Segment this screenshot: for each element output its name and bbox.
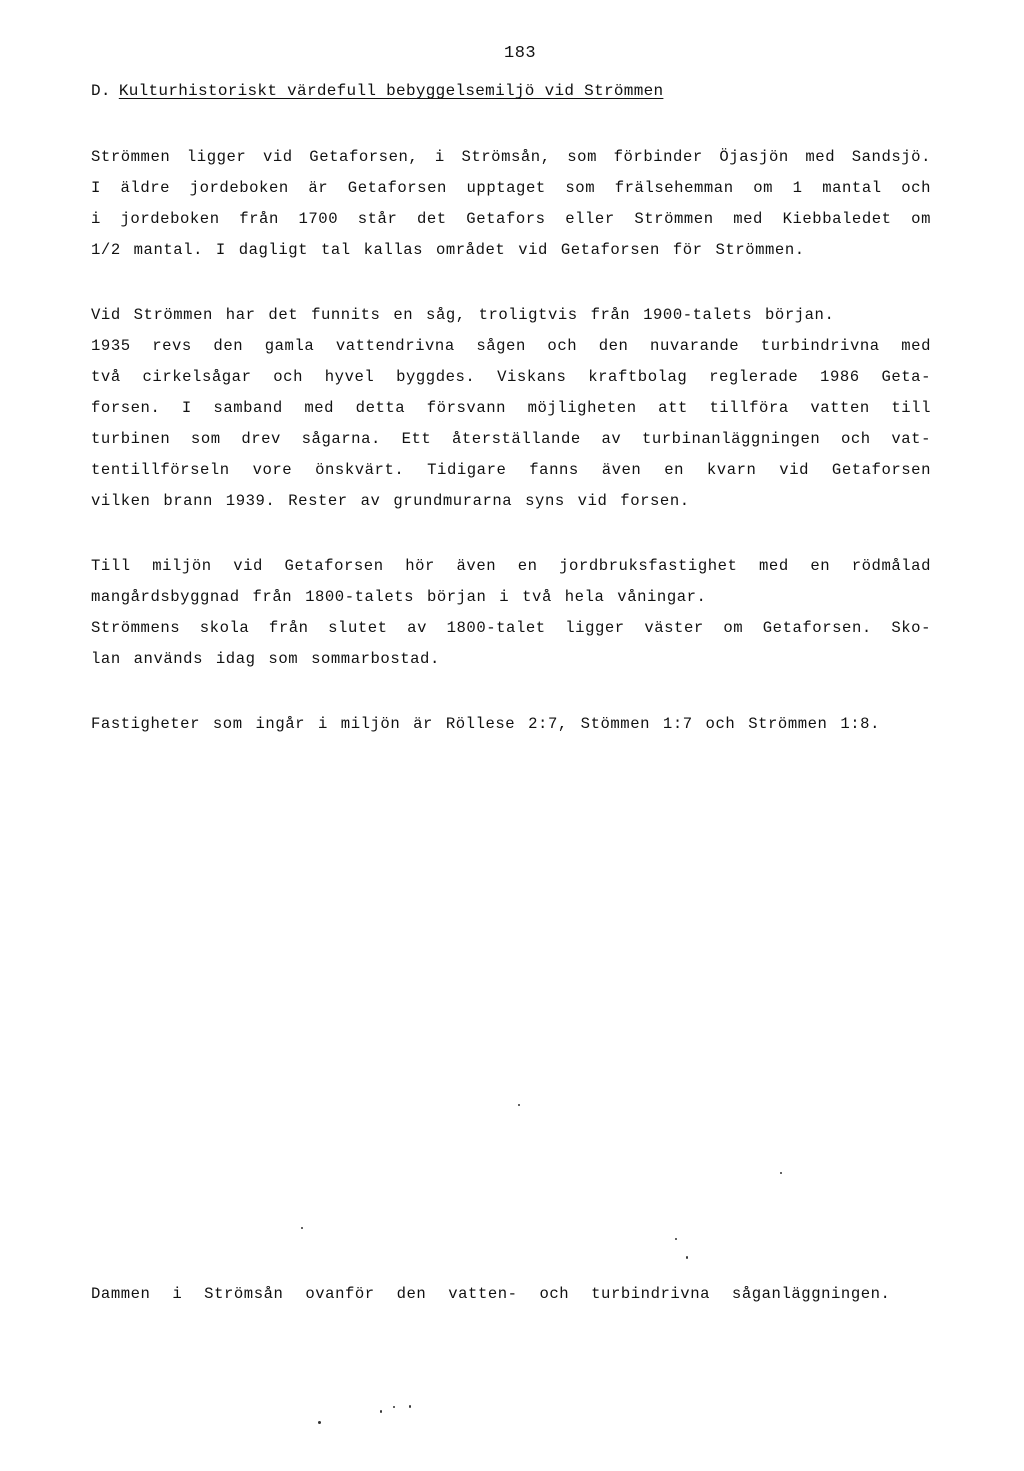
page-number: 183 [504, 44, 537, 63]
scan-speck [301, 1227, 303, 1229]
scan-speck [518, 1104, 520, 1106]
paragraph-history [91, 142, 931, 266]
paragraph-line: tentillförseln vore önskvärt. Tidigare fanns även en kvarn vid Getaforsen [91, 461, 931, 479]
paragraph-line: forsen. I samband med detta försvann möjligheten att tillföra vatten till [91, 399, 931, 417]
scan-speck [780, 1172, 782, 1174]
paragraph-line: i jordeboken från 1700 står det Getafors eller Strömmen med Kiebbaledet om [91, 210, 931, 228]
paragraph-line: två cirkelsågar och hyvel byggdes. Viskans kraftbolag reglerade 1986 Geta- [91, 368, 931, 386]
paragraph-sawmill [91, 300, 931, 517]
section-title: Kulturhistoriskt värdefull bebyggelsemiljö vid Strömmen [118, 82, 664, 100]
paragraph-line: Fastigheter som ingår i miljön är Röllese 2:7, Stömmen 1:7 och Strömmen 1:8. [91, 715, 880, 733]
paragraph-line: Till miljön vid Getaforsen hör även en jordbruksfastighet med en rödmålad [91, 557, 931, 575]
scan-speck [393, 1406, 395, 1408]
scan-speck [380, 1410, 382, 1413]
paragraph-line: Strömmens skola från slutet av 1800-talet ligger väster om Getaforsen. Sko- [91, 619, 931, 637]
section-letter: D. [91, 82, 111, 100]
scan-speck [409, 1405, 411, 1408]
paragraph-line: lan används idag som sommarbostad. [91, 650, 440, 668]
paragraph-line: turbinen som drev sågarna. Ett återställande av turbinanläggningen och vat- [91, 430, 931, 448]
paragraph-line: mangårdsbyggnad från 1800-talets början i två hela våningar. [91, 588, 707, 606]
scan-speck [686, 1256, 688, 1259]
paragraph-line: 1935 revs den gamla vattendrivna sågen och den nuvarande turbindrivna med [91, 337, 931, 355]
photo-caption: Dammen i Strömsån ovanför den vatten- och turbindrivna såganläggningen. [91, 1285, 891, 1303]
scan-speck [675, 1238, 677, 1240]
paragraph-line: I äldre jordeboken är Getaforsen upptaget som frälsehemman om 1 mantal och [91, 179, 931, 197]
paragraph-environment [91, 551, 931, 675]
paragraph-line: 1/2 mantal. I dagligt tal kallas området vid Getaforsen för Strömmen. [91, 241, 805, 259]
paragraph-line: Vid Strömmen har det funnits en såg, troligtvis från 1900-talets början. [91, 306, 835, 324]
section-heading [91, 82, 663, 100]
paragraph-line: vilken brann 1939. Rester av grundmurarna syns vid forsen. [91, 492, 690, 510]
scan-speck [318, 1421, 321, 1424]
paragraph-line: Strömmen ligger vid Getaforsen, i Strömsån, som förbinder Öjasjön med Sandsjö. [91, 148, 931, 166]
paragraph-properties [91, 709, 931, 740]
